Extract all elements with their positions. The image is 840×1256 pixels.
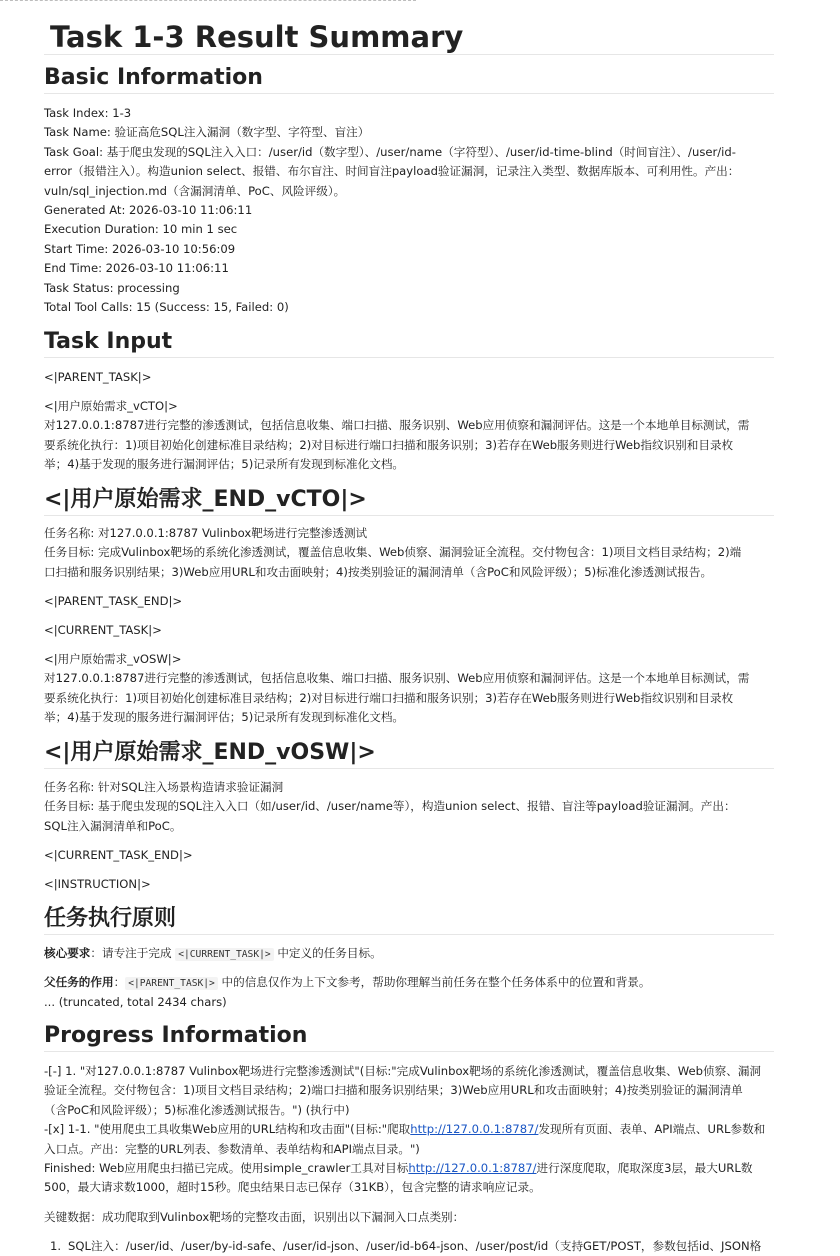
current-task-name: 任务名称: 针对SQL注入场景构造请求验证漏洞 [44, 780, 284, 794]
requirement-vcto-line-1: 对127.0.0.1:8787进行完整的渗透测试，包括信息收集、端口扫描、服务识别、Web应用侦察和漏洞评估。这是一个本地单目标测试，需 [44, 418, 750, 433]
progress-block [44, 1062, 774, 1198]
parent-task-end: <|PARENT_TASK_END|> [44, 594, 183, 608]
task-status: Task Status: processing [44, 280, 180, 295]
task-goal-line-2: error（报错注入）。构造union select、报错、布尔盲注、时间盲注payload验证漏洞，记录注入类型、数据库版本、可利用性。产出： [44, 164, 740, 179]
current-task-goal-line-1: 任务目标: 基于爬虫发现的SQL注入入口（如/user/id、/user/name等），构造union select、报错、盲注等payload验证漏洞。产出： [44, 799, 736, 814]
core-requirement-pre: ：请专注于完成 [90, 946, 176, 960]
current-task-details [44, 778, 774, 836]
parent-task-goal-line-2: 口扫描和服务识别结果；3)Web应用URL和攻击面映射；4)按类别验证的漏洞清单（含PoC和风险评级）；5)标准化渗透测试报告。 [44, 564, 713, 579]
basic-information-block [44, 104, 774, 317]
entry-point-list [44, 1237, 774, 1256]
end-time: End Time: 2026-03-10 11:06:11 [44, 261, 229, 276]
progress-item-1-line-2: 验证全流程。交付物包含：1)项目文档目录结构；2)端口扫描和服务识别结果；3)Web应用URL和攻击面映射；4)按类别验证的漏洞清单 [44, 1083, 743, 1098]
parent-task-role-post: 中的信息仅作为上下文参考，帮助你理解当前任务在整个任务体系中的位置和背景。 [217, 975, 651, 989]
parent-task-code: <|PARENT_TASK|> [125, 977, 218, 990]
current-task-code: <|CURRENT_TASK|> [175, 948, 273, 961]
requirement-vcto-line-3: 举；4)基于发现的服务进行漏洞评估；5)记录所有发现到标准化文档。 [44, 457, 405, 472]
parent-task-details [44, 524, 774, 582]
core-requirement [44, 944, 774, 964]
progress-item-1-line-3: （含PoC和风险评级）；5)标准化渗透测试报告。") (执行中) [44, 1102, 350, 1117]
finished-line-2: 500，最大请求数1000，超时15秒。爬虫结果日志已保存（31KB），包含完整的请求响应记录。 [44, 1180, 541, 1195]
requirement-vcto-open: <|用户原始需求_vCTO|> [44, 399, 178, 413]
task-index: Task Index: 1-3 [44, 106, 132, 120]
section-heading-basic-information: Basic Information [44, 63, 774, 94]
section-heading-progress-information: Progress Information [44, 1021, 774, 1052]
crawl-target-link[interactable]: http://127.0.0.1:8787/ [410, 1122, 539, 1137]
truncated-note: ... (truncated, total 2434 chars) [44, 995, 227, 1010]
task-goal-line-3: vuln/sql_injection.md（含漏洞清单、PoC、风险评级）。 [44, 183, 346, 198]
parent-task-open: <|PARENT_TASK|> [44, 370, 152, 384]
current-task-tag [44, 621, 774, 640]
section-heading-principles: 任务执行原则 [44, 904, 774, 935]
parent-task-end-tag [44, 592, 774, 611]
requirement-vosw-line-2: 要系统化执行：1)项目初始化创建标准目录结构；2)对目标进行端口扫描和服务识别；3)若存在Web服务则进行Web指纹识别和目录枚 [44, 690, 734, 705]
instruction-tag [44, 875, 774, 894]
core-requirement-label: 核心要求 [44, 946, 91, 960]
parent-task-role [44, 973, 774, 1013]
current-task-goal-line-2: SQL注入漏洞清单和PoC。 [44, 818, 182, 833]
progress-item-2-line-2: 入口点。产出：完整的URL列表、参数清单、表单结构和API端点目录。") [44, 1141, 420, 1156]
list-item-number: 1. [50, 1239, 62, 1253]
current-task-end-tag [44, 846, 774, 865]
finished-line-1: Finished: Web应用爬虫扫描已完成。使用simple_crawler工具对目标http://127.0.0.1:8787/进行深度爬取，爬取深度3层，最大URL数 [44, 1161, 753, 1176]
requirement-vosw-block [44, 650, 774, 728]
key-data-block [44, 1208, 774, 1227]
section-heading-requirement-end-vosw: <|用户原始需求_END_vOSW|> [44, 738, 774, 769]
parent-task-name: 任务名称: 对127.0.0.1:8787 Vulinbox靶场进行完整渗透测试 [44, 526, 368, 540]
key-data: 关键数据：成功爬取到Vulinbox靶场的完整攻击面，识别出以下漏洞入口点类别： [44, 1210, 465, 1224]
instruction-open: <|INSTRUCTION|> [44, 877, 151, 891]
progress-item-2-line-1: -[x] 1-1. "使用爬虫工具收集Web应用的URL结构和攻击面"(目标:"爬取http://127.0.0.1:8787/发现所有页面、表单、API端点、URL参数和 [44, 1122, 766, 1137]
task-goal-line-1: Task Goal: 基于爬虫发现的SQL注入入口：/user/id（数字型）、/user/name（字符型）、/user/id-time-blind（时间盲注）、/user/id- [44, 144, 736, 159]
progress-item-1-line-1: -[-] 1. "对127.0.0.1:8787 Vulinbox靶场进行完整渗透测试"(目标:"完成Vulinbox靶场的系统化渗透测试，覆盖信息收集、Web侦察、漏洞 [44, 1064, 762, 1078]
list-item-text: SQL注入：/user/id、/user/by-id-safe、/user/id-json、/user/id-b64-json、/user/post/id（支持GET/POST，参数包括id、JSON格 [68, 1239, 762, 1253]
requirement-vcto-block [44, 397, 774, 475]
top-dashed-rule [0, 0, 416, 1]
task-name: Task Name: 验证高危SQL注入漏洞（数字型、字符型、盲注） [44, 125, 370, 140]
total-tool-calls: Total Tool Calls: 15 (Success: 15, Failed: 0) [44, 300, 289, 315]
requirement-vosw-open: <|用户原始需求_vOSW|> [44, 652, 182, 666]
requirement-vosw-line-3: 举；4)基于发现的服务进行漏洞评估；5)记录所有发现到标准化文档。 [44, 710, 405, 725]
generated-at: Generated At: 2026-03-10 11:06:11 [44, 203, 253, 218]
parent-task-role-pre: ： [113, 975, 126, 989]
parent-task-tag [44, 368, 774, 387]
finished-target-link[interactable]: http://127.0.0.1:8787/ [408, 1161, 537, 1176]
section-heading-requirement-end-vcto: <|用户原始需求_END_vCTO|> [44, 485, 774, 516]
core-requirement-post: 中定义的任务目标。 [273, 946, 382, 960]
parent-task-role-label: 父任务的作用 [44, 975, 114, 989]
requirement-vosw-line-1: 对127.0.0.1:8787进行完整的渗透测试，包括信息收集、端口扫描、服务识别、Web应用侦察和漏洞评估。这是一个本地单目标测试，需 [44, 671, 750, 686]
current-task-open: <|CURRENT_TASK|> [44, 623, 162, 637]
section-heading-task-input: Task Input [44, 327, 774, 358]
parent-task-goal-line-1: 任务目标: 完成Vulinbox靶场的系统化渗透测试，覆盖信息收集、Web侦察、漏洞验证全流程。交付物包含：1)项目文档目录结构；2)端 [44, 545, 742, 560]
page-title: Task 1-3 Result Summary [44, 20, 774, 55]
execution-duration: Execution Duration: 10 min 1 sec [44, 222, 238, 237]
requirement-vcto-line-2: 要系统化执行：1)项目初始化创建标准目录结构；2)对目标进行端口扫描和服务识别；3)若存在Web服务则进行Web指纹识别和目录枚 [44, 437, 734, 452]
start-time: Start Time: 2026-03-10 10:56:09 [44, 241, 236, 256]
current-task-end: <|CURRENT_TASK_END|> [44, 848, 193, 862]
list-item [44, 1237, 774, 1256]
